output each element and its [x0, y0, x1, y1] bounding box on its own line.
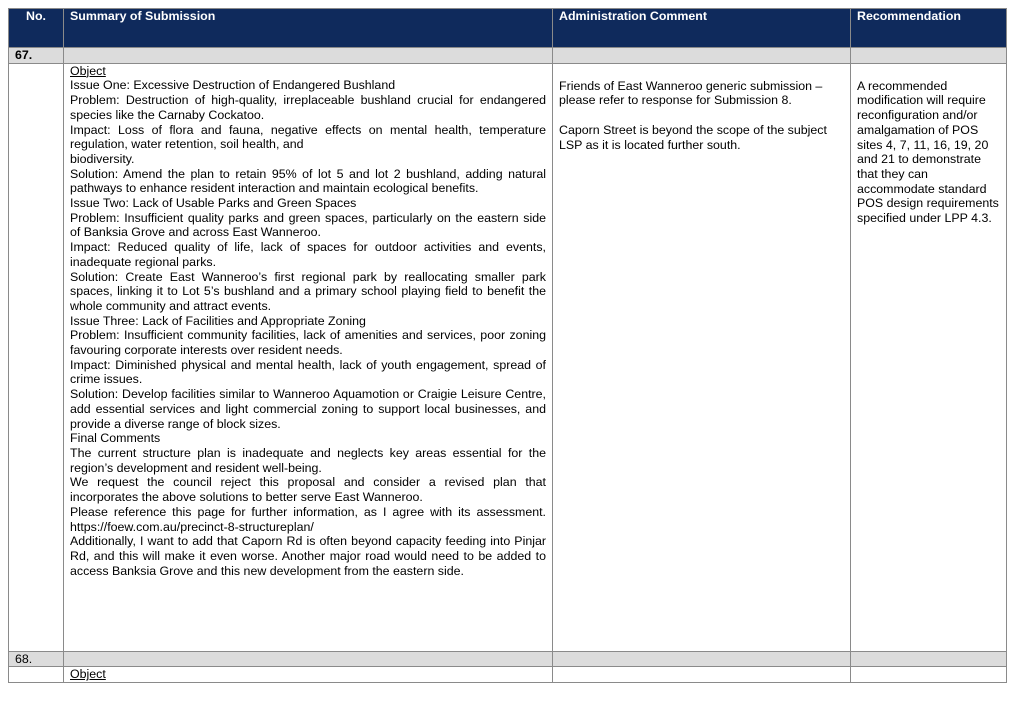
summary-cell [64, 63, 553, 651]
summary-line: Impact: Diminished physical and mental health, lack of youth engagement, spread of crime issues. [70, 357, 546, 387]
admin-comment-cell [553, 63, 851, 651]
summary-line: Solution: Develop facilities similar to Wanneroo Aquamotion or Craigie Leisure Centre, add essential services and light commercial zoning to support local businesses, and provide a diverse range of block sizes. [70, 387, 546, 431]
admin-paragraph: Friends of East Wanneroo generic submission – please refer to response for Submission 8. [559, 78, 823, 108]
header-recommendation: Recommendation [851, 9, 1007, 48]
submission-number: 67. [9, 48, 64, 64]
summary-line: We request the council reject this proposal and consider a revised plan that incorporates the above solutions to better serve East Wanneroo. [70, 475, 546, 505]
summary-line: Problem: Insufficient community facilities, lack of amenities and services, poor zoning favouring corporate interests over resident needs. [70, 328, 546, 358]
header-admin: Administration Comment [553, 9, 851, 48]
summary-line: Issue Two: Lack of Usable Parks and Green Spaces [70, 196, 357, 211]
submission-band-68 [9, 651, 1007, 667]
summary-title: Object [70, 63, 106, 78]
admin-paragraph: Caporn Street is beyond the scope of the subject LSP as it is located further south. [559, 123, 827, 152]
submission-row-68 [9, 667, 1007, 683]
submission-row-67 [9, 63, 1007, 651]
submissions-table [8, 8, 1007, 683]
summary-line: The current structure plan is inadequate and neglects key areas essential for the region’s development and resident well-being. [70, 445, 546, 475]
summary-title: Object [70, 667, 106, 682]
summary-line: Problem: Destruction of high-quality, irreplaceable bushland crucial for endangered species like the Carnaby Cockatoo. [70, 93, 546, 122]
summary-line: Problem: Insufficient quality parks and green spaces, particularly on the eastern side of Banksia Grove and across East Wanneroo. [70, 210, 546, 240]
submission-band-67 [9, 48, 1007, 64]
summary-line: Impact: Reduced quality of life, lack of spaces for outdoor activities and events, inadequate regional parks. [70, 240, 546, 269]
recommendation-text: A recommended modification will require reconfiguration and/or amalgamation of POS sites 4, 7, 11, 16, 19, 20 and 21 to demonstrate that they can accommodate standard POS design requirements specified under LPP 4.3. [857, 78, 999, 226]
summary-line: Impact: Loss of flora and fauna, negative effects on mental health, temperature regulation, water retention, soil health, and [70, 122, 546, 152]
summary-line: Solution: Amend the plan to retain 95% of lot 5 and lot 2 bushland, adding natural pathways to enhance resident interaction and maintain ecological benefits. [70, 166, 546, 196]
summary-line: Issue One: Excessive Destruction of Endangered Bushland [70, 78, 396, 93]
header-summary: Summary of Submission [64, 9, 553, 48]
header-no: No. [9, 9, 64, 48]
summary-line: Please reference this page for further information, as I agree with its assessment. https://foew.com.au/precinct-8-structureplan/ [70, 504, 546, 534]
header-row [9, 9, 1007, 48]
summary-line: Additionally, I want to add that Caporn Rd is often beyond capacity feeding into Pinjar Rd, and this will make it even worse. Another major road would need to be added to access Banksia Grove and this new development from the eastern side. [70, 534, 546, 578]
summary-line: biodiversity. [70, 151, 135, 166]
summary-line: Final Comments [70, 431, 161, 446]
recommendation-cell [851, 63, 1007, 651]
summary-cell [64, 667, 553, 683]
submission-number: 68. [9, 651, 64, 667]
summary-line: Solution: Create East Wanneroo’s first regional park by reallocating smaller park spaces, linking it to Lot 5’s bushland and a primary school playing field to benefit the whole community and attract events. [70, 269, 546, 313]
summary-line: Issue Three: Lack of Facilities and Appropriate Zoning [70, 313, 366, 328]
